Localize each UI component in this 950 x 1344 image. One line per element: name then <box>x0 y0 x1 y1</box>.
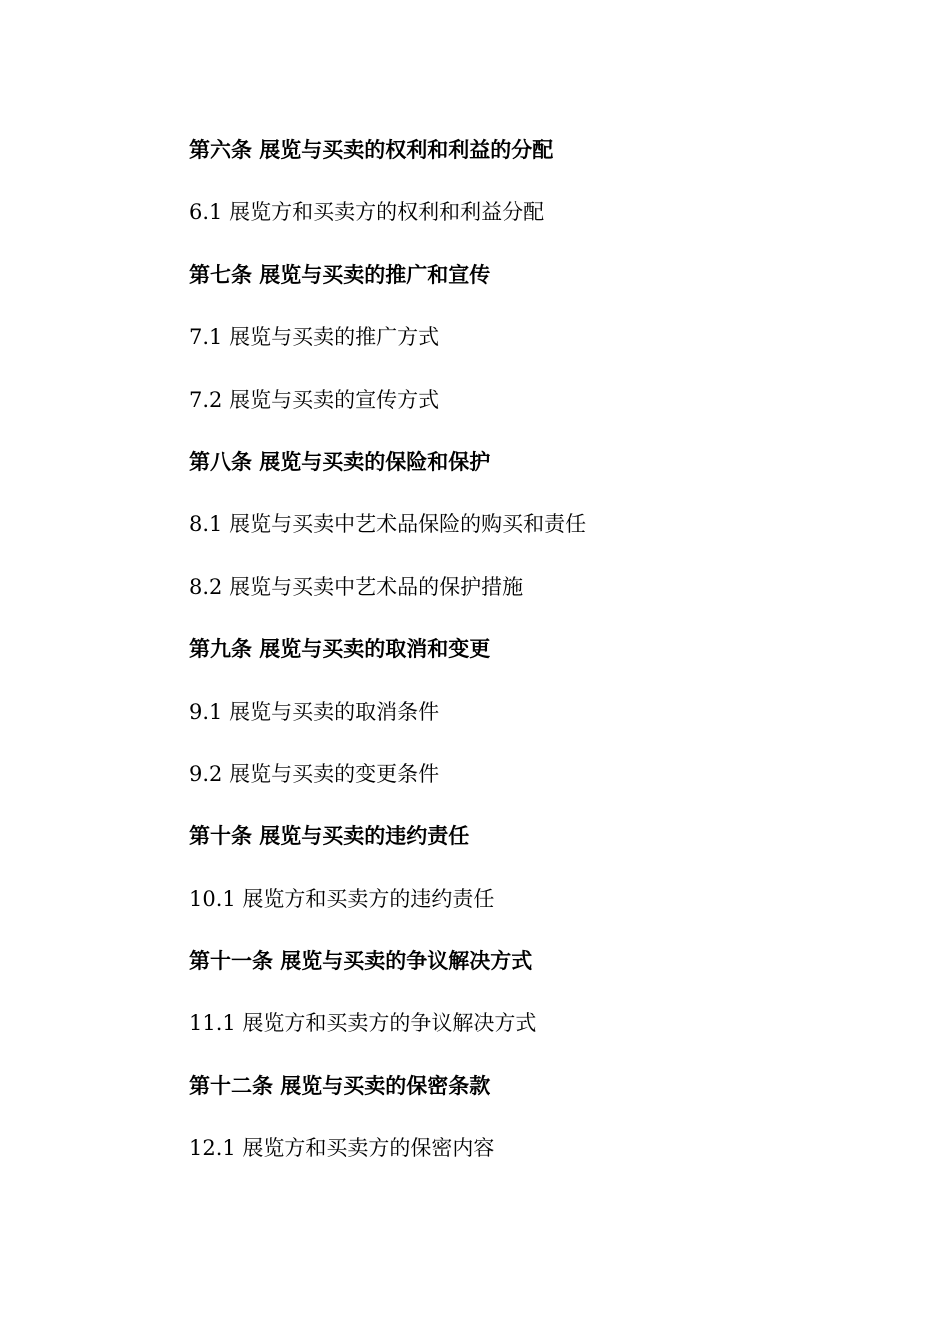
clause-9-2: 9.2 展览与买卖的变更条件 <box>189 761 440 786</box>
article-heading-9: 第九条 展览与买卖的取消和变更 <box>189 637 491 662</box>
clause-7-2: 7.2 展览与买卖的宣传方式 <box>189 387 440 412</box>
clause-10-1: 10.1 展览方和买卖方的违约责任 <box>189 886 495 911</box>
document-body <box>189 131 889 1192</box>
article-heading-11: 第十一条 展览与买卖的争议解决方式 <box>189 949 533 974</box>
clause-6-1: 6.1 展览方和买卖方的权利和利益分配 <box>189 200 545 225</box>
article-heading-8: 第八条 展览与买卖的保险和保护 <box>189 449 491 474</box>
clause-11-1: 11.1 展览方和买卖方的争议解决方式 <box>189 1011 537 1036</box>
article-heading-7: 第七条 展览与买卖的推广和宣传 <box>189 262 491 287</box>
clause-8-2: 8.2 展览与买卖中艺术品的保护措施 <box>189 574 524 599</box>
clause-12-1: 12.1 展览方和买卖方的保密内容 <box>189 1136 495 1161</box>
article-heading-10: 第十条 展览与买卖的违约责任 <box>189 824 470 849</box>
article-heading-6: 第六条 展览与买卖的权利和利益的分配 <box>189 138 554 162</box>
clause-7-1: 7.1 展览与买卖的推广方式 <box>189 325 440 350</box>
clause-9-1: 9.1 展览与买卖的取消条件 <box>189 699 440 724</box>
clause-8-1: 8.1 展览与买卖中艺术品保险的购买和责任 <box>189 512 587 537</box>
article-heading-12: 第十二条 展览与买卖的保密条款 <box>189 1073 491 1098</box>
